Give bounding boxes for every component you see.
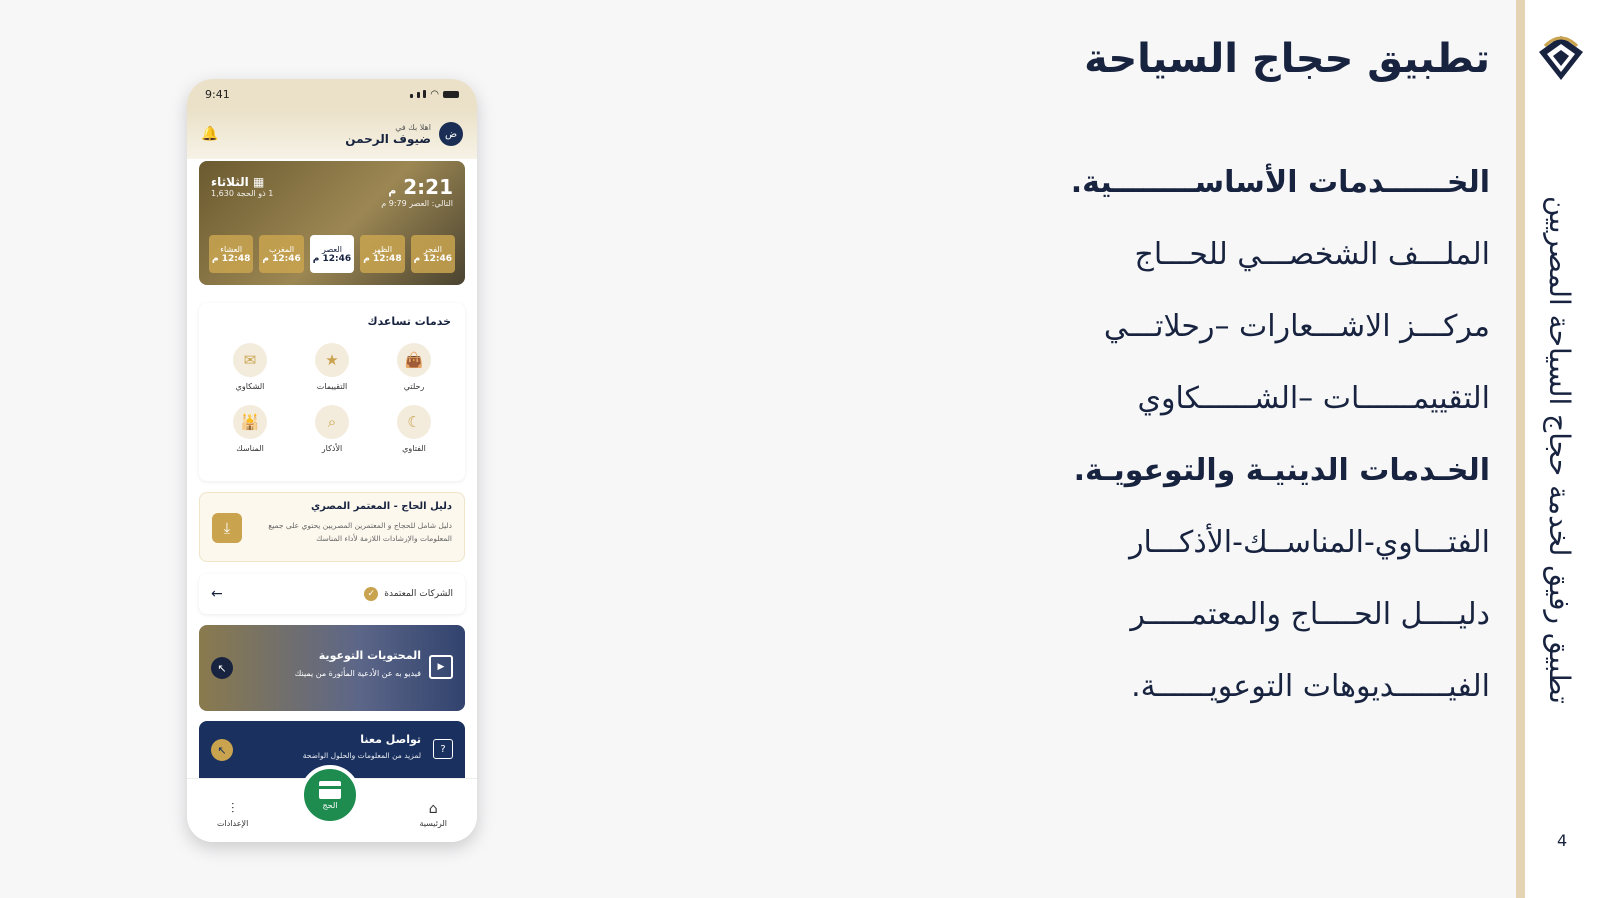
prayer-time: 12:48 م (211, 253, 251, 264)
service-item[interactable] (373, 343, 455, 391)
hijri-date: 1 ذو الحجة 1,630 (211, 189, 274, 198)
service-label: المناسك (236, 444, 264, 453)
contact-subtitle: لمزيد من المعلومات والحلول الواضحة (302, 751, 421, 760)
brand-logo-icon (1533, 30, 1589, 86)
mosque-icon: 🕌 (233, 405, 267, 439)
hajj-center-label: الحج (322, 800, 338, 810)
prayer-name: العصر (322, 244, 342, 254)
slide-title: تطبيق حجاج السياحة (1084, 36, 1490, 82)
kaaba-icon (319, 781, 341, 799)
page-number: 4 (1557, 831, 1568, 850)
prayer-time: 12:48 م (363, 253, 402, 264)
partners-label: الشركات المعتمدة (384, 589, 453, 599)
crescent-icon: ☾ (397, 405, 431, 439)
prayer-item (411, 235, 455, 273)
services-section (199, 303, 465, 481)
sliders-icon: ⫶ (230, 801, 235, 817)
search-icon: ⌕ (315, 405, 349, 439)
status-indicators (410, 88, 459, 101)
greeting-text: اهلا بك في (395, 122, 431, 132)
day-name: ▦ الثلاثاء (211, 175, 265, 189)
play-icon[interactable]: ▶ (429, 655, 453, 679)
feature-item: التقييمــــــات –الشــــــكاوي (1137, 380, 1490, 416)
prayer-item (209, 235, 253, 273)
arrow-icon[interactable]: ↖ (211, 739, 233, 761)
message-icon: ✉ (233, 343, 267, 377)
user-name: ضيوف الرحمن (345, 131, 431, 146)
service-item[interactable] (291, 343, 373, 391)
service-item[interactable] (291, 405, 373, 453)
calendar-icon: ▦ (252, 175, 265, 189)
service-label: الأذكار (321, 444, 343, 453)
feature-item: مركـــز الاشـــعارات –رحلاتـــي (1103, 308, 1490, 344)
phone-mockup (187, 79, 477, 842)
app-logo: ض (439, 122, 463, 146)
signal-icon (410, 88, 426, 101)
service-item[interactable] (209, 405, 291, 453)
service-label: الفتاوي (402, 444, 426, 453)
question-icon: ? (433, 739, 453, 759)
awareness-card[interactable] (199, 625, 465, 711)
service-label: رحلتي (403, 382, 425, 391)
current-time: 2:21 م (388, 175, 453, 199)
download-icon[interactable]: ⤓ (212, 513, 242, 543)
feature-list (1070, 146, 1490, 722)
services-title: خدمات تساعدك (367, 315, 451, 328)
home-icon: ⌂ (428, 801, 438, 817)
side-title: تطبيق رفيق لخدمة حجاج السياحة المصريين (1543, 196, 1576, 704)
prayer-item (259, 235, 303, 273)
guide-description: دليل شامل للحجاج و المعتمرين المصريين يحتوي على جميع المعلومات والإرشادات اللازمة لأداء المناسك (268, 521, 452, 543)
service-item[interactable] (209, 343, 291, 391)
feature-item: دليــــل الحــــاج والمعتمـــــر (1130, 596, 1490, 632)
feature-item: الملـــف الشخصـــي للحـــاج (1134, 236, 1490, 272)
awareness-subtitle: فيديو به عن الأدعية المأثورة من يمينك (294, 669, 421, 678)
tab-home[interactable] (419, 801, 447, 828)
hajj-center-button[interactable] (300, 765, 360, 825)
prayer-name: العشاء (220, 244, 243, 254)
guide-title: دليل الحاج - المعتمر المصري (311, 501, 452, 512)
next-prayer: التالي: العصر 9:79 م (381, 199, 453, 208)
prayer-name: الظهر (372, 244, 393, 254)
prayer-item (310, 235, 354, 273)
service-item[interactable] (373, 405, 455, 453)
prayer-time: 12:46 م (312, 253, 352, 264)
prayer-item (360, 235, 404, 273)
wifi-icon: ◠ (430, 88, 439, 100)
star-icon: ★ (315, 343, 349, 377)
prayer-name: المغرب (269, 244, 295, 254)
guide-card[interactable] (199, 492, 465, 562)
tab-settings[interactable] (217, 801, 248, 828)
services-grid (209, 343, 455, 453)
feature-heading: الخــــــدمات الأساســــــــية. (1070, 164, 1490, 200)
prayer-list (209, 235, 455, 273)
prayer-time: 12:46 م (413, 253, 452, 264)
bag-icon: 👜 (397, 343, 431, 377)
verified-icon: ✓ (364, 587, 378, 601)
battery-icon (443, 91, 459, 98)
greeting-block (345, 123, 431, 146)
contact-title: تواصل معنا (360, 733, 421, 746)
awareness-title: المحتويات التوعوية (318, 649, 421, 662)
right-sidebar (1516, 0, 1600, 898)
prayer-name: الفجر (423, 244, 442, 254)
prayer-times-card (199, 161, 465, 285)
service-label: الشكاوي (235, 382, 265, 391)
service-label: التقييمات (316, 382, 348, 391)
feature-item: الفيــــــديوهات التوعويــــــة. (1131, 668, 1490, 704)
bell-icon[interactable]: 🔔 (201, 126, 219, 142)
feature-heading: الخـدمات الدينيـة والتوعويـة. (1073, 452, 1490, 488)
partners-row[interactable] (199, 574, 465, 614)
tab-home-label: الرئيسية (419, 819, 447, 828)
status-bar (187, 79, 477, 109)
tab-settings-label: الإعدادات (217, 819, 249, 828)
arrow-left-icon[interactable]: ← (211, 586, 223, 602)
app-header (187, 109, 477, 159)
status-time: 9:41 (205, 87, 230, 101)
feature-item: الفتـــاوي-المناســك-الأذكـــار (1129, 524, 1490, 560)
arrow-icon[interactable]: ↖ (211, 657, 233, 679)
prayer-time: 12:46 م (262, 253, 301, 264)
